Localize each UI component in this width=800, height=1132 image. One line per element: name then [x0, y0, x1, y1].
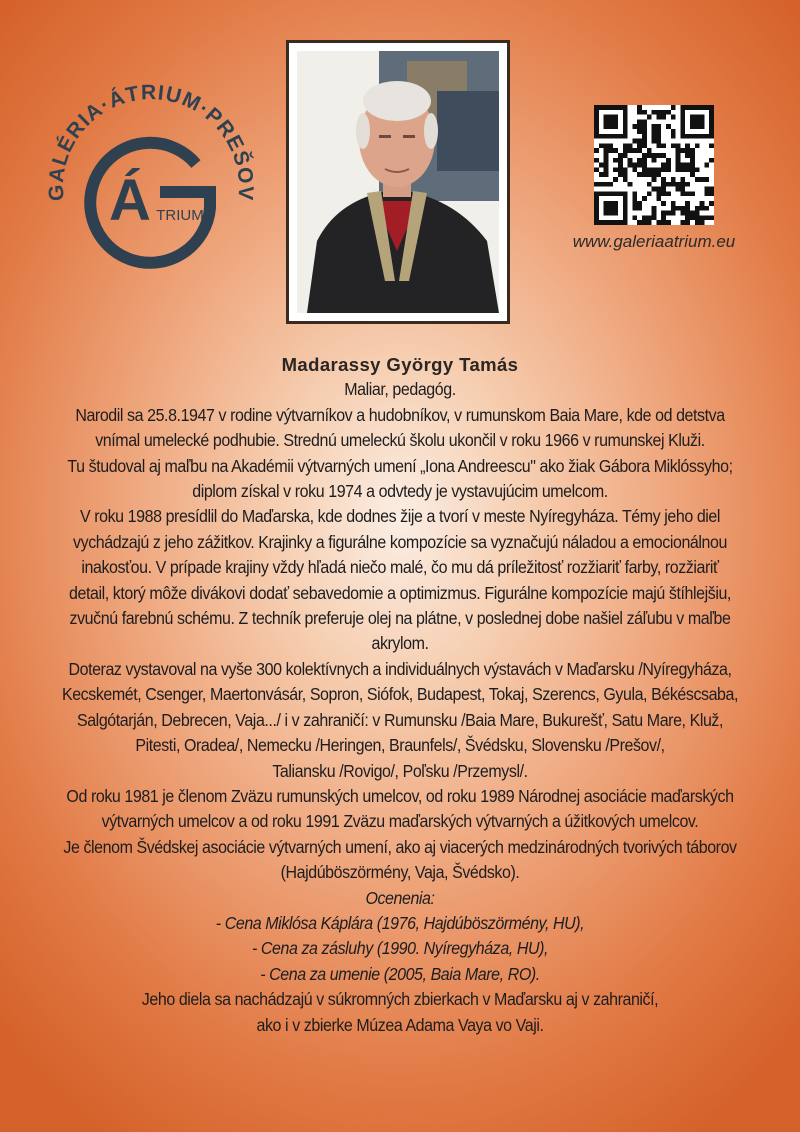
bio-line: zvučnú farebnú schému. Z techník preferuje olej na plátne, v poslednej dobe našiel záľubu v maľbe — [69, 608, 731, 629]
bio-line: Kecskemét, Csenger, Maertonvásár, Sopron, Siófok, Budapest, Tokaj, Szerencs, Gyula, Békéscsaba, — [61, 684, 739, 705]
bio-line: diplom získal v roku 1974 a odvtedy je vystavujúcim umelcom. — [192, 481, 608, 502]
bio-line: akrylom. — [371, 633, 429, 654]
award-item: - Cena za umenie (2005, Baia Mare, RO). — [260, 963, 540, 984]
galeria-atrium-logo — [40, 60, 260, 280]
bio-line: Narodil sa 25.8.1947 v rodine výtvarníkov a hudobníkov, v rumunskom Baia Mare, kde od detstva — [75, 404, 725, 425]
logo-monogram: Á — [109, 168, 151, 233]
artist-role: Maliar, pedagóg. — [344, 379, 456, 400]
bio-line: (Hajdúböszörmény, Vaja, Švédsko). — [280, 862, 520, 883]
bio-line: Doteraz vystavoval na vyše 300 kolektívnych a individuálnych výstavách v Maďarsku /Nyíregyháza, — [68, 658, 732, 679]
award-item: - Cena Miklósa Káplára (1976, Hajdúböszörmény, HU), — [215, 912, 585, 933]
bio-line: Salgótarján, Debrecen, Vaja.../ i v zahraničí: v Rumunsku /Baia Mare, Bukurešť, Satu Mare, Kluž, — [76, 709, 724, 730]
bio-line: Taliansku /Rovigo/, Poľsku /Przemysl/. — [272, 760, 528, 781]
qr-code-icon[interactable] — [594, 105, 714, 225]
bio-line: detail, ktorý môže divákovi dodať sebavedomie a optimizmus. Figurálne kompozície majú štíhlejšiu, — [69, 582, 731, 603]
bio-line: inakosťou. V prípade krajiny vždy hľadá niečo malé, čo mu dá príležitosť rozžiariť farby, rozžiariť — [81, 557, 719, 578]
bio-line: V roku 1988 presídlil do Maďarska, kde dodnes žije a tvorí v meste Nyíregyháza. Témy jeho diel — [79, 506, 721, 527]
artist-name: Madarassy György Tamás — [281, 354, 519, 375]
bio-line: vnímal umelecké podhubie. Strednú umeleckú školu ukončil v roku 1966 v rumunskej Kluži. — [95, 430, 705, 451]
bio-line: vychádzajú z jeho zážitkov. Krajinky a figurálne kompozície sa vyznačujú náladou a emocionálnou — [73, 531, 727, 552]
logo-inner-text: TRIUM — [156, 207, 204, 224]
closing-line: ako i v zbierke Múzea Adama Vaya vo Vaji. — [256, 1014, 544, 1035]
bio-line: Je členom Švédskej asociácie výtvarných umení, ako aj viacerých medzinárodných tvorivých táborov — [63, 836, 737, 857]
bio-line: Od roku 1981 je členom Zväzu rumunských umelcov, od roku 1989 Národnej asociácie maďarských — [66, 785, 734, 806]
awards-title: Ocenenia: — [365, 887, 435, 908]
biography — [26, 352, 774, 1038]
bio-line: Tu študoval aj maľbu na Akadémii výtvarných umení „Iona Andreescu" ako žiak Gábora Miklóssyho; — [67, 455, 733, 476]
portrait-frame — [286, 40, 510, 324]
award-item: - Cena za zásluhy (1990. Nyíregyháza, HU), — [251, 938, 549, 959]
bio-line: Pitesti, Oradea/, Nemecku /Heringen, Braunfels/, Švédsku, Slovensku /Prešov/, — [135, 735, 665, 756]
logo-arc-text: GALÉRIA·ÁTRIUM·PREŠOV — [44, 81, 258, 202]
bio-line: výtvarných umelcov a od roku 1991 Zväzu maďarských výtvarných a úžitkových umelcov. — [101, 811, 699, 832]
website-url[interactable]: www.galeriaatrium.eu — [572, 232, 736, 251]
closing-line: Jeho diela sa nachádzajú v súkromných zbierkach v Maďarsku aj v zahraničí, — [141, 989, 659, 1010]
portrait-photo — [297, 51, 499, 313]
